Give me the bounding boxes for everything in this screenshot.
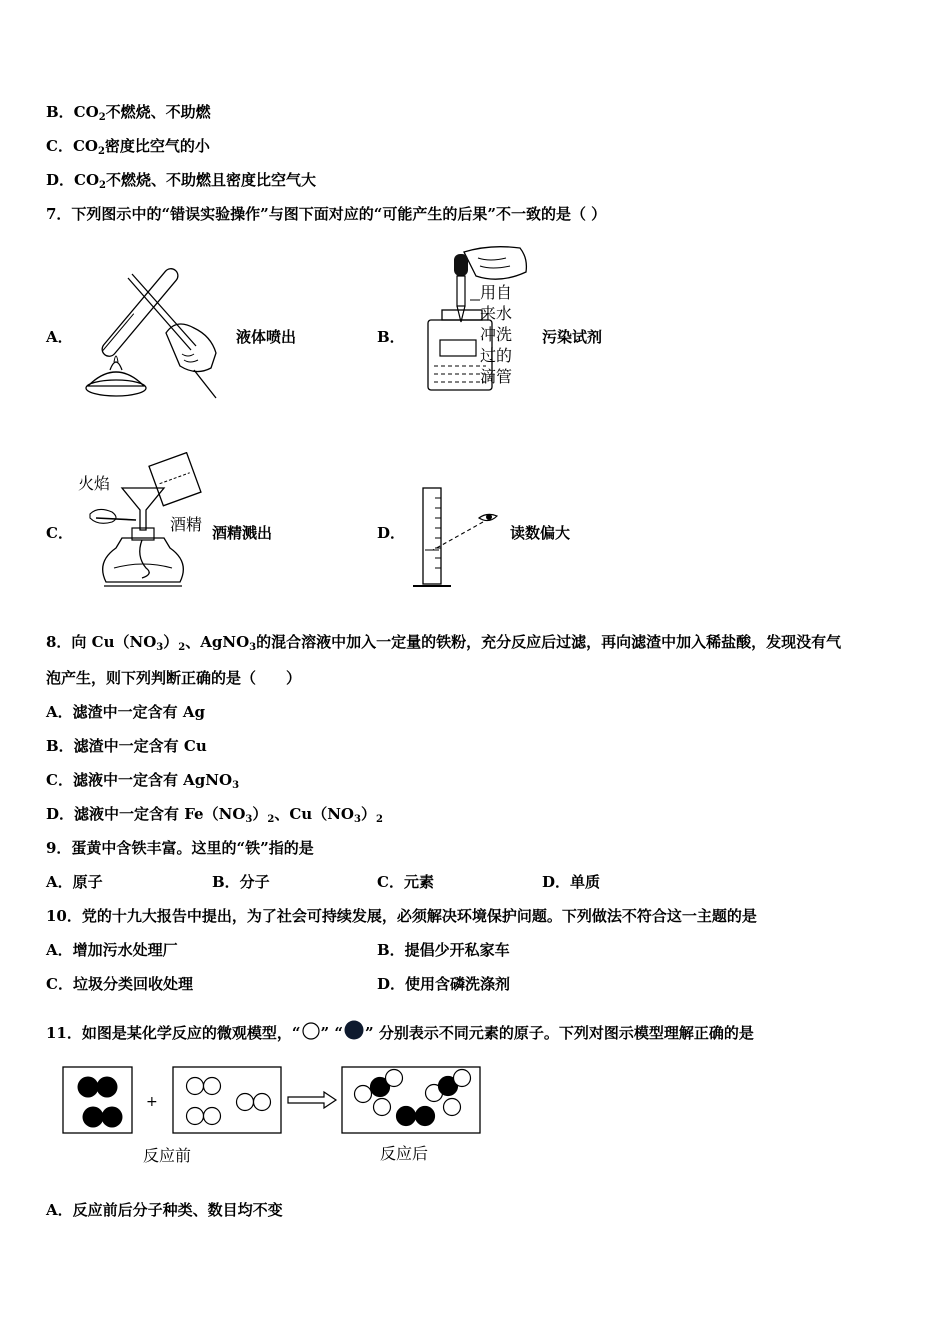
q7-stem: 7．下列图示中的“错误实验操作”与图下面对应的“可能产生的后果”不一致的是（ ） [46, 205, 607, 223]
q6-option-c: C．$CO_2$密度比空气的小 [46, 137, 210, 157]
q7-b-fig-text-1: 用自 [480, 283, 513, 302]
q9-option-b: B．分子 [212, 873, 270, 891]
q6-option-d: D．$CO_2$不燃烧、不助燃且密度比空气大 [46, 171, 316, 191]
q7-c-result: 酒精溅出 [212, 524, 273, 542]
q9-stem: 9．蛋黄中含铁丰富。这里的“铁”指的是 [46, 839, 314, 857]
after-caption: 反应后 [380, 1144, 429, 1163]
q7-c-alcohol-label: 酒精 [170, 515, 203, 534]
q10-option-d: D．使用含磷洗涤剂 [377, 975, 511, 993]
q8-option-a: A．滤渣中一定含有 Ag [46, 703, 205, 721]
q7-b-figure [420, 244, 532, 394]
q7-b-result: 污染试剂 [542, 328, 603, 346]
before-caption: 反应前 [143, 1146, 192, 1165]
q9-option-d: D．单质 [542, 873, 601, 891]
q8-option-d: D．滤液中一定含有 $Fe(NO_3)_2$、$Cu(NO_3)_2$ [46, 805, 383, 825]
q10-option-c: C．垃圾分类回收处理 [46, 975, 193, 993]
q11-stem: 11．如图是某化学反应的微观模型，“ ” “ ” 分别表示不同元素的原子。下列对图示模型理解正确的是 [46, 1020, 754, 1043]
q6-option-b: B．$CO_2$不燃烧、不助燃 [46, 103, 211, 123]
white-atom-icon [301, 1022, 321, 1040]
q7-b-fig-text-4: 过的 [480, 346, 513, 365]
q8-option-b: B．滤渣中一定含有 Cu [46, 737, 207, 755]
q10-option-a: A．增加污水处理厂 [46, 941, 178, 959]
q9-option-a: A．原子 [46, 873, 103, 891]
q7-b-fig-text-5: 滴管 [480, 367, 513, 386]
q8-stem-line2: 泡产生，则下列判断正确的是（ ） [46, 669, 302, 687]
q7-c-figure [76, 452, 212, 594]
q7-b-fig-text-2: 来水 [480, 304, 513, 323]
q9-option-c: C．元素 [377, 873, 434, 891]
reaction-arrow-icon [288, 1092, 336, 1108]
plus-sign: + [146, 1094, 158, 1110]
q7-b-letter: B． [377, 328, 405, 346]
q7-d-figure [405, 484, 505, 594]
q11-reaction-diagram [60, 1064, 484, 1136]
black-atom-icon [343, 1020, 365, 1040]
q7-c-letter: C． [46, 524, 73, 542]
q7-a-figure [76, 258, 226, 403]
q7-c-flame-label: 火焰 [78, 474, 111, 493]
q7-d-result: 读数偏大 [510, 524, 571, 542]
q10-option-b: B．提倡少开私家车 [377, 941, 510, 959]
q7-b-fig-text-3: 冲洗 [480, 325, 513, 344]
q11-option-a: A．反应前后分子种类、数目均不变 [46, 1201, 283, 1219]
q7-a-letter: A． [46, 328, 73, 346]
q8-stem-line1: 8．向 $Cu(NO_3)_2$、AgNO$_3$的混合溶液中加入一定量的铁粉，充分反应后过滤，再向滤渣中加入稀盐酸，发现没有气 [46, 633, 842, 653]
q7-a-result: 液体喷出 [236, 328, 297, 346]
q10-stem: 10．党的十九大报告中提出，为了社会可持续发展，必须解决环境保护问题。下列做法不符合这一主题的是 [46, 907, 757, 925]
q8-option-c: C．滤液中一定含有 AgNO$_3$ [46, 771, 240, 791]
q7-d-letter: D． [377, 524, 406, 542]
